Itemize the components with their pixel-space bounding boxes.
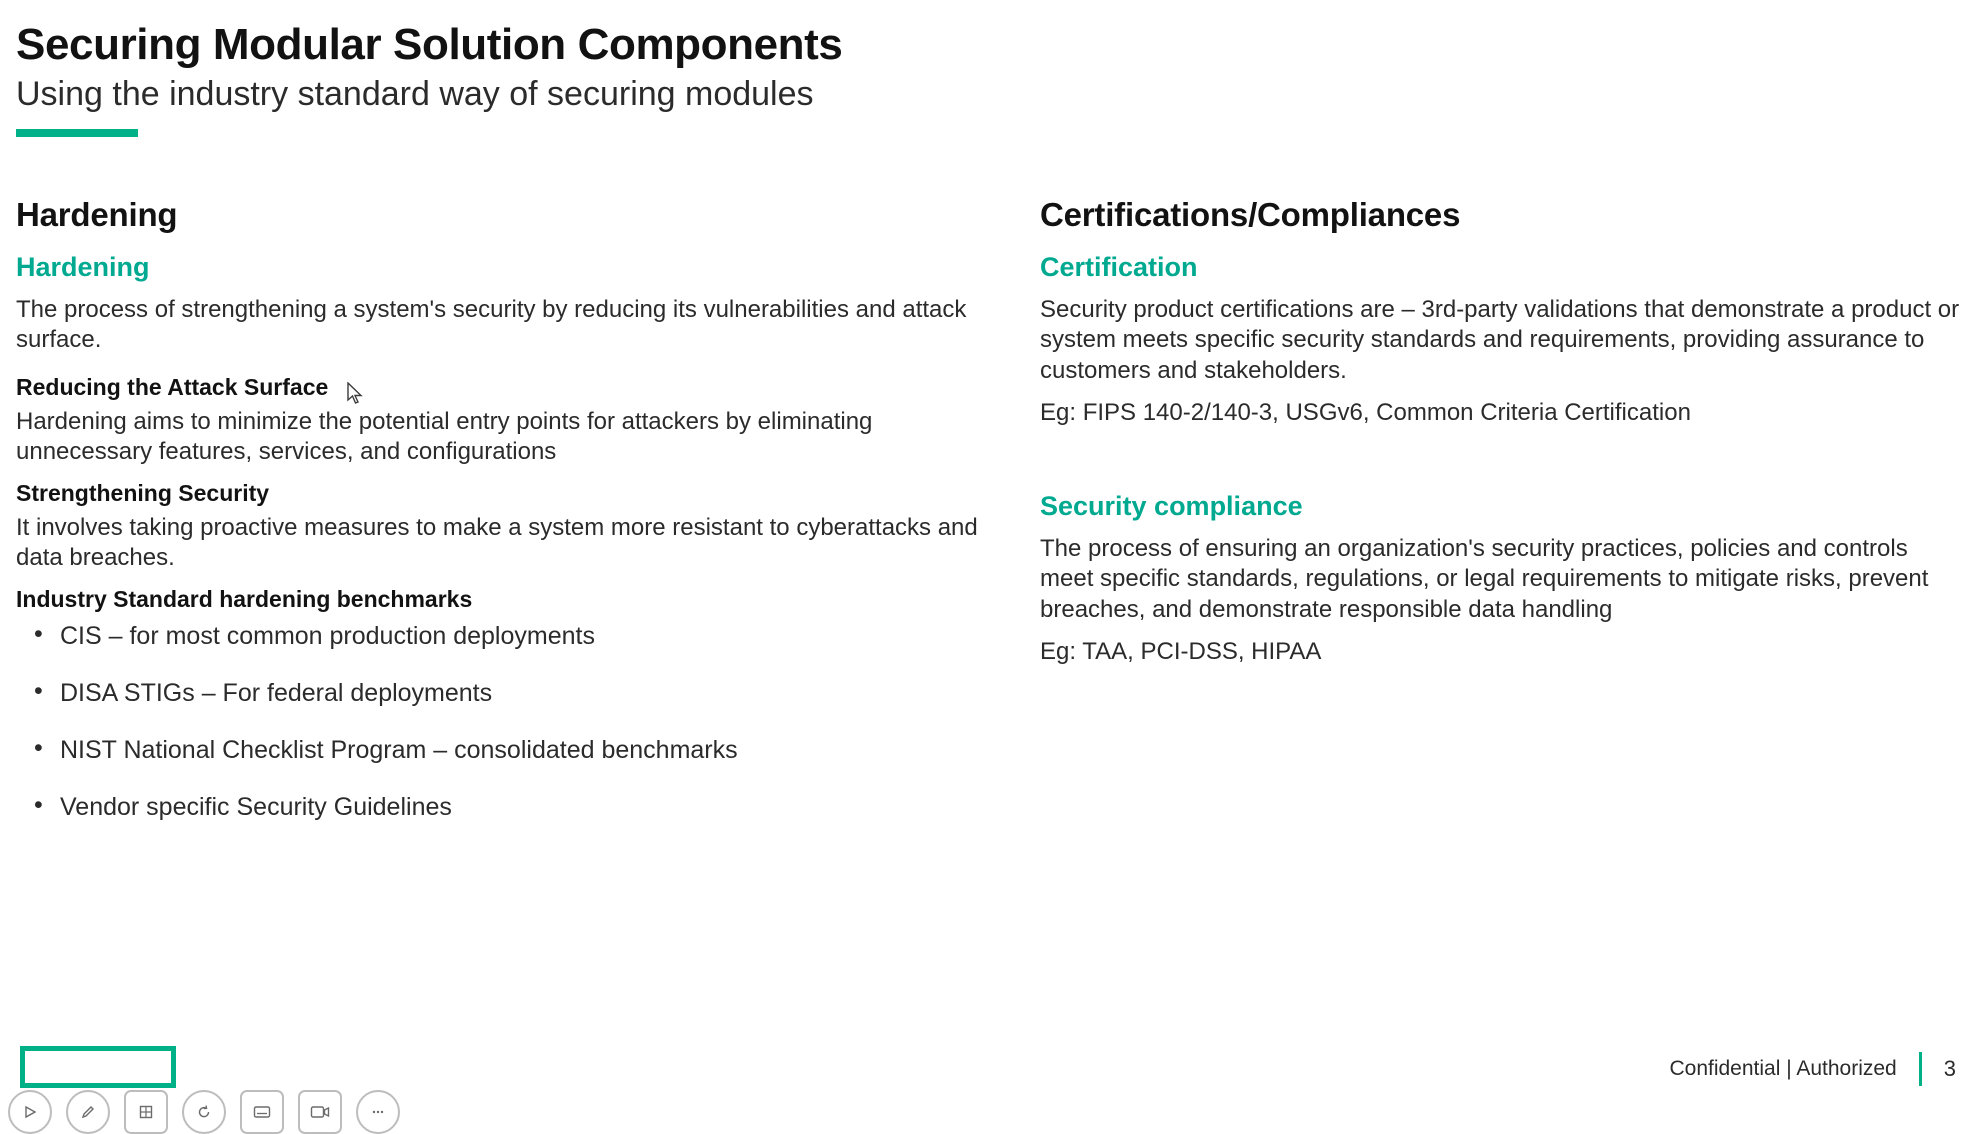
reducing-attack-surface-heading: Reducing the Attack Surface bbox=[16, 373, 329, 400]
hardening-section-heading: Hardening bbox=[16, 252, 150, 282]
reducing-attack-surface-text: Hardening aims to minimize the potential entry points for attackers by eliminating unnecessary features, services, and configurations bbox=[16, 407, 873, 466]
content-columns bbox=[0, 196, 1980, 849]
certification-section-heading: Certification bbox=[1040, 252, 1198, 282]
hpe-logo bbox=[20, 1046, 176, 1088]
page-number: 3 bbox=[1943, 1056, 1956, 1081]
reload-icon[interactable] bbox=[182, 1090, 226, 1134]
footer-divider bbox=[1919, 1052, 1922, 1086]
certifications-column-heading: Certifications/Compliances bbox=[1040, 196, 1461, 233]
hardening-intro-text: The process of strengthening a system's security by reducing its vulnerabilities and attack surface. bbox=[16, 296, 967, 354]
caption-icon[interactable] bbox=[240, 1090, 284, 1134]
list-item: • DISA STIGs – For federal deployments bbox=[16, 678, 1000, 708]
list-item: • NIST National Checklist Program – consolidated benchmarks bbox=[16, 735, 1000, 765]
footer-classification: Confidential | Authorized bbox=[1669, 1057, 1897, 1080]
list-item: • CIS – for most common production deployments bbox=[16, 621, 1000, 651]
accent-rule bbox=[16, 129, 138, 137]
column-hardening bbox=[0, 196, 1040, 849]
security-compliance-text: The process of ensuring an organization's security practices, policies and controls meet specific standards, regulations, or legal requirements to mitigate risks, prevent breaches, and demonstrate responsible data handling bbox=[1040, 534, 1929, 623]
security-compliance-examples: Eg: TAA, PCI-DSS, HIPAA bbox=[1040, 638, 1322, 666]
strengthening-security-text: It involves taking proactive measures to make a system more resistant to cyberattacks and data breaches. bbox=[16, 513, 978, 572]
slide-footer bbox=[1669, 1052, 1956, 1086]
slide-header bbox=[16, 22, 1964, 137]
presentation-toolbar[interactable] bbox=[8, 1090, 400, 1134]
benchmarks-list bbox=[16, 621, 1000, 822]
hardening-column-heading: Hardening bbox=[16, 196, 178, 233]
security-compliance-heading: Security compliance bbox=[1040, 490, 1303, 521]
play-icon[interactable] bbox=[8, 1090, 52, 1134]
present-icon[interactable] bbox=[298, 1090, 342, 1134]
more-icon[interactable] bbox=[356, 1090, 400, 1134]
pen-icon[interactable] bbox=[66, 1090, 110, 1134]
column-certifications bbox=[1040, 196, 1980, 849]
certification-text: Security product certifications are – 3rd-party validations that demonstrate a product or system meets specific security standards and requirements, providing assurance to customers and stakeholders. bbox=[1040, 296, 1960, 384]
strengthening-security-heading: Strengthening Security bbox=[16, 479, 270, 506]
certification-examples: Eg: FIPS 140-2/140-3, USGv6, Common Criteria Certification bbox=[1040, 399, 1691, 427]
benchmarks-heading: Industry Standard hardening benchmarks bbox=[16, 585, 473, 612]
grid-icon[interactable] bbox=[124, 1090, 168, 1134]
list-item: • Vendor specific Security Guidelines bbox=[16, 792, 1000, 822]
page-title: Securing Modular Solution Components bbox=[16, 20, 843, 69]
column-spacer bbox=[1040, 429, 1960, 491]
page-subtitle: Using the industry standard way of securing modules bbox=[16, 74, 814, 113]
